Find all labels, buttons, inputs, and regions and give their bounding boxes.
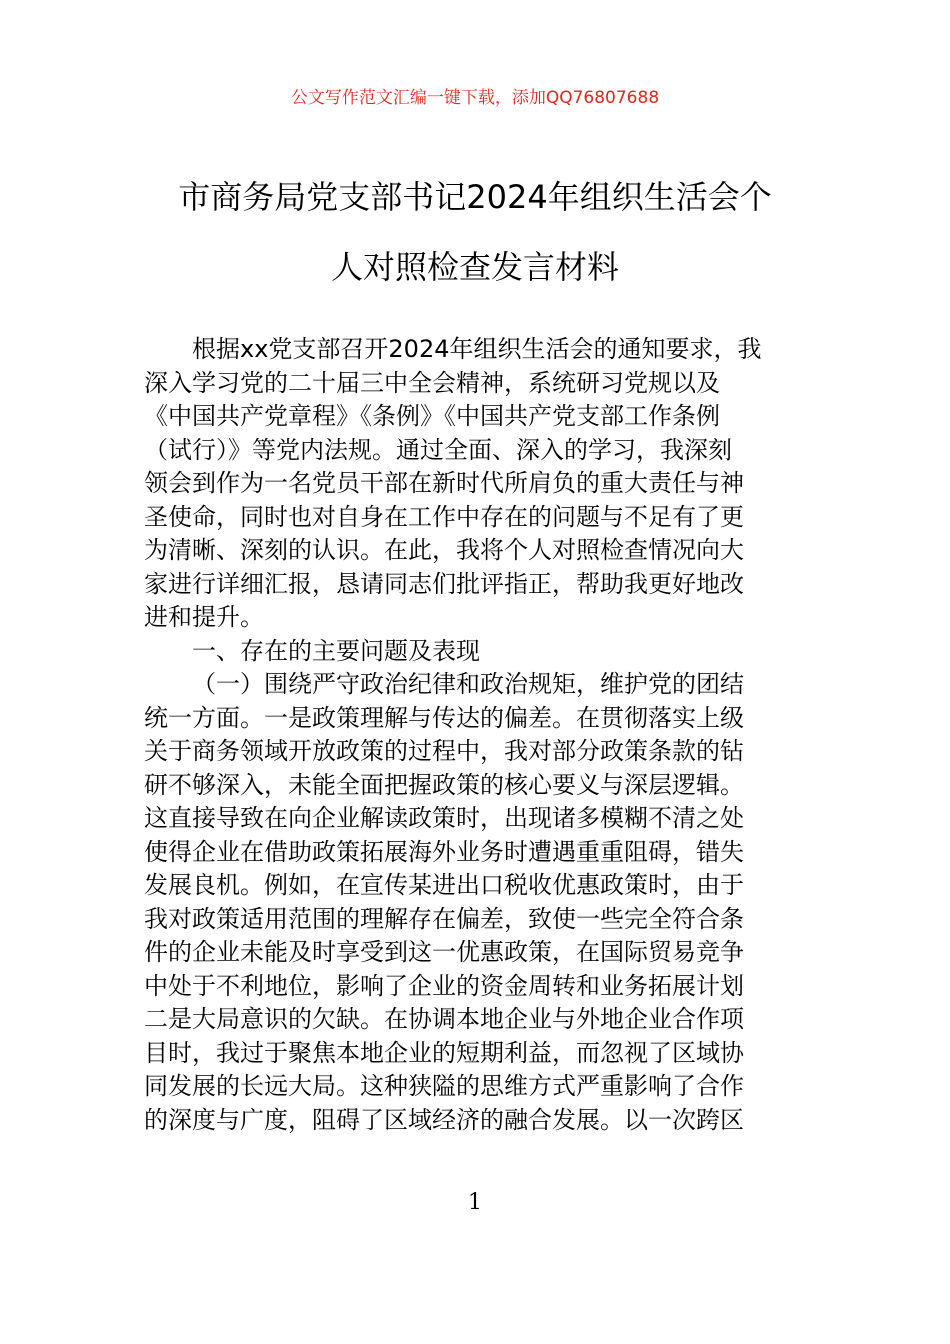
body-line: 深入学习党的二十届三中全会精神，系统研习党规以及 [144,368,720,397]
body-line: 使得企业在借助政策拓展海外业务时遭遇重重阻碍，错失 [144,837,744,866]
body-line: （一）围绕严守政治纪律和政治规矩，维护党的团结 [192,670,744,698]
body-line: 中处于不利地位，影响了企业的资金周转和业务拓展计划 [144,971,744,1000]
document-title [130,162,820,302]
body-line: 同发展的长远大局。这种狭隘的思维方式严重影响了合作 [144,1072,744,1100]
body-line: 圣使命，同时也对自身在工作中存在的问题与不足有了更 [144,502,744,531]
body-line: 发展良机。例如，在宣传某进出口税收优惠政策时，由于 [144,871,744,899]
body-line: 领会到作为一名党员干部在新时代所肩负的重大责任与神 [144,469,744,497]
title-line-2: 人对照检查发言材料 [330,248,619,286]
page-number: 1 [468,1190,482,1215]
body-line: 《中国共产党章程》《条例》《中国共产党支部工作条例 [144,402,720,430]
download-notice-link[interactable]: 公文写作范文汇编一键下载，添加QQ76807688 [290,88,660,108]
body-line: 关于商务领域开放政策的过程中，我对部分政策条款的钻 [144,737,744,765]
body-line: 的深度与广度，阻碍了区域经济的融合发展。以一次跨区 [144,1105,744,1134]
body-line: 根据xx党支部召开2024年组织生活会的通知要求，我 [192,335,762,363]
body-line: 进和提升。 [144,603,264,631]
body-line: 这直接导致在向企业解读政策时，出现诸多模糊不清之处 [144,804,744,832]
body-line: 为清晰、深刻的认识。在此，我将个人对照检查情况向大 [144,536,744,564]
body-line: 统一方面。一是政策理解与传达的偏差。在贯彻落实上级 [144,703,744,732]
body-line: 家进行详细汇报，恳请同志们批评指正，帮助我更好地改 [144,569,744,598]
title-line-1: 市商务局党支部书记2024年组织生活会个 [178,178,772,216]
body-line: 我对政策适用范围的理解存在偏差，致使一些完全符合条 [144,904,744,933]
section-heading: 一、存在的主要问题及表现 [192,636,480,665]
document-body [144,333,808,1137]
body-line: 二是大局意识的欠缺。在协调本地企业与外地企业合作项 [144,1005,744,1033]
body-line: （试行）》等党内法规。通过全面、深入的学习，我深刻 [144,435,732,464]
body-line: 目时，我过于聚焦本地企业的短期利益，而忽视了区域协 [144,1038,744,1067]
body-line: 件的企业未能及时享受到这一优惠政策，在国际贸易竞争 [144,938,744,966]
body-line: 研不够深入，未能全面把握政策的核心要义与深层逻辑。 [144,770,744,799]
